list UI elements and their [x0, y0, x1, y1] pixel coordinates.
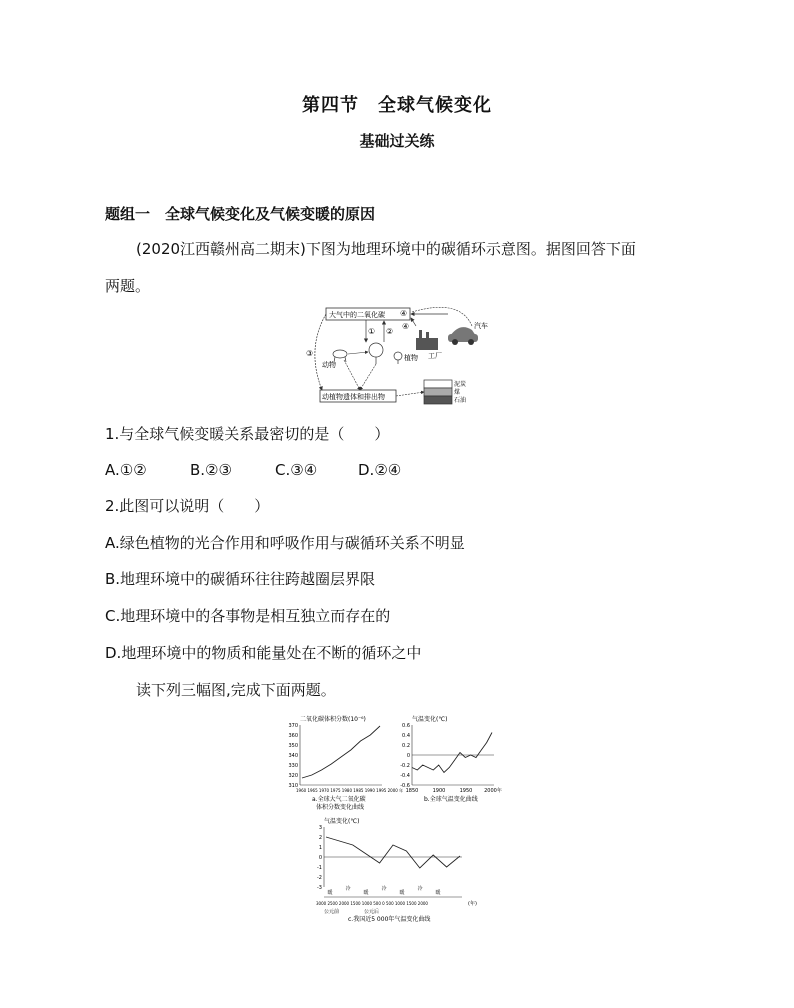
chart-c-ytick: 1 — [318, 845, 322, 851]
chart-c-series-line — [326, 837, 460, 868]
fuel-coal-label: 煤 — [454, 389, 461, 396]
remains-label: 动植物遗体和排出物 — [322, 393, 385, 401]
chart-a-ylabel: 二氧化碳体积分数(10⁻⁶) — [300, 716, 366, 723]
q1-option-a: A.①② — [105, 461, 147, 479]
chart-b-ytick: 0 — [406, 753, 410, 759]
chart-c-ytick: 2 — [318, 835, 322, 841]
chart-a-co2 — [282, 713, 404, 813]
chart-b-ylabel: 气温变化(℃) — [412, 716, 448, 723]
chart-a-ytick: 350 — [288, 743, 298, 749]
chart-c-period: 冷 — [417, 886, 423, 892]
chart-a-ytick: 330 — [288, 763, 298, 769]
chart-c-era-ad: 公元后 — [364, 909, 380, 915]
chart-c-ytick: -1 — [317, 865, 322, 871]
question-1: 1.与全球气候变暖关系最密切的是（ ） — [105, 425, 390, 443]
chart-c-period: 暖 — [435, 890, 441, 896]
q2-option-d: D.地理环境中的物质和能量处在不断的循环之中 — [105, 644, 422, 662]
chart-c-era-bc: 公元前 — [324, 909, 340, 915]
chart-c-ytick: -3 — [317, 885, 322, 891]
tree-icon — [369, 343, 402, 364]
animal-label: 动物 — [322, 361, 336, 369]
chart-c-period: 冷 — [345, 886, 351, 892]
chart-b-ytick: 0.4 — [402, 733, 410, 739]
chart-b-xtick: 1850 — [405, 788, 419, 794]
marker-4b: ④ — [402, 322, 410, 331]
chart-b-temperature — [394, 713, 514, 813]
chart-c-china-temperature — [312, 815, 492, 927]
chart-c-ytick: -2 — [317, 875, 322, 881]
chart-c-caption: c.我国近5 000年气温变化曲线 — [348, 916, 431, 923]
chart-c-period: 暖 — [363, 890, 369, 896]
oil-layer — [424, 396, 452, 404]
marker-4a: ④ — [400, 309, 408, 318]
chart-c-xticks: 3000 2500 2000 1500 1000 500 0 500 1000 1500 2000 — [316, 901, 428, 906]
factory-label: 工厂 — [428, 352, 442, 360]
chart-a-ytick: 370 — [288, 723, 298, 729]
intro-line1: (2020江西赣州高二期末)下图为地理环境中的碳循环示意图。据图回答下面 — [136, 240, 636, 258]
chart-c-ylabel: 气温变化(℃) — [324, 818, 360, 825]
q2-option-b: B.地理环境中的碳循环往往跨越圈层界限 — [105, 570, 376, 588]
chart-a-caption1: a.全球大气二氧化碳 — [312, 796, 366, 803]
chart-a-ytick: 340 — [288, 753, 298, 759]
chart-a-caption2: 体积分数变化曲线 — [316, 804, 365, 811]
intro-2: 读下列三幅图,完成下面两题。 — [136, 681, 336, 699]
chart-b-ytick: -0.6 — [400, 783, 410, 789]
chart-c-period: 冷 — [381, 886, 387, 892]
q1-option-d: D.②④ — [358, 461, 402, 479]
q2-option-c: C.地理环境中的各事物是相互独立而存在的 — [105, 607, 391, 625]
car-label: 汽车 — [474, 322, 488, 330]
chart-b-xtick: 2000年 — [484, 788, 502, 794]
chart-a-ytick: 310 — [288, 783, 298, 789]
chart-b-series-line — [412, 733, 492, 773]
chart-b-xtick: 1900 — [432, 788, 446, 794]
q1-option-b: B.②③ — [190, 461, 232, 479]
marker-2: ② — [386, 327, 394, 336]
chart-c-xunit: (年) — [468, 901, 477, 907]
intro-line2: 两题。 — [105, 277, 151, 295]
q1-option-c: C.③④ — [275, 461, 318, 479]
atmosphere-label: 大气中的二氧化碳 — [329, 311, 385, 319]
fuel-oil-label: 石油 — [454, 397, 467, 404]
chart-a-xticks: 1960 1965 1970 1975 1980 1985 1990 1995 2000 年 — [296, 788, 404, 793]
chart-b-ytick: -0.2 — [400, 763, 410, 769]
factory-icon — [416, 330, 438, 350]
coal-layer — [424, 388, 452, 396]
chart-a-series-line — [302, 726, 380, 778]
q2-option-a: A.绿色植物的光合作用和呼吸作用与碳循环关系不明显 — [105, 534, 465, 552]
chart-c-period: 暖 — [399, 890, 405, 896]
chart-b-ytick: 0.2 — [402, 743, 410, 749]
page-title: 第四节 全球气候变化 — [302, 95, 492, 116]
page-subtitle: 基础过关练 — [359, 132, 435, 150]
chart-a-ytick: 360 — [288, 733, 298, 739]
fuel-peat-label: 泥炭 — [454, 381, 467, 388]
chart-c-period: 暖 — [327, 890, 333, 896]
chart-c-ytick: 0 — [318, 855, 322, 861]
carbon-cycle-diagram — [300, 304, 500, 414]
chart-b-xtick: 1950 — [459, 788, 473, 794]
question-2: 2.此图可以说明（ ） — [105, 497, 270, 515]
chart-b-caption: b.全球气温变化曲线 — [424, 796, 478, 803]
plant-label: 植物 — [404, 354, 418, 362]
chart-b-ytick: 0.6 — [402, 723, 410, 729]
chart-c-ytick: 3 — [318, 825, 322, 831]
marker-3: ③ — [306, 349, 314, 358]
group1-heading: 题组一 全球气候变化及气候变暖的原因 — [105, 205, 376, 223]
peat-layer — [424, 380, 452, 388]
chart-a-ytick: 320 — [288, 773, 298, 779]
marker-1: ① — [368, 327, 376, 336]
chart-b-ytick: -0.4 — [400, 773, 410, 779]
